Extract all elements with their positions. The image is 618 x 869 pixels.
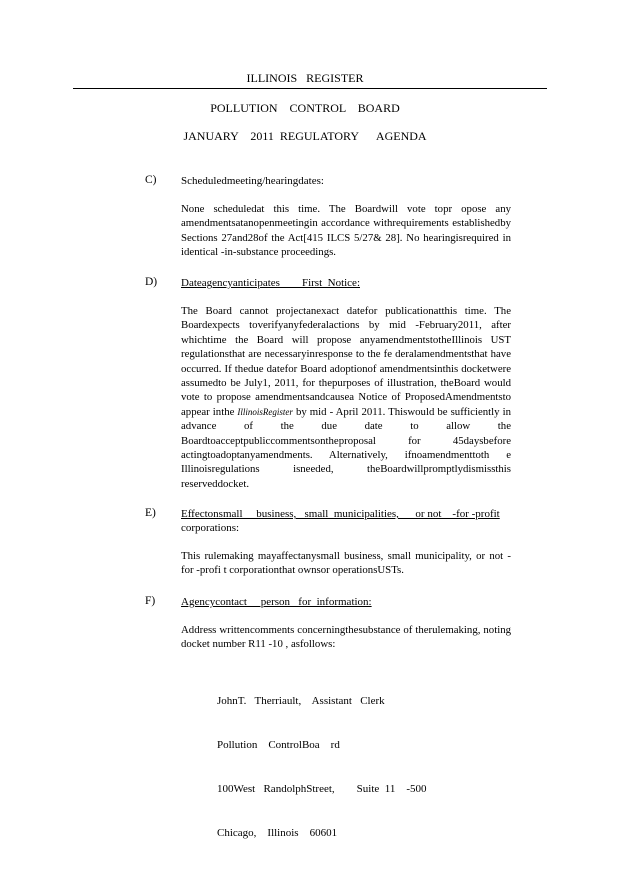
section-d-body-part2: by mid - April 2011. Thiswould be sufficiently in advance of the due date to allow the Boardtoacceptpubliccommentsontheproposal for 45daysbefore actingtoadoptanyamendments. Alternatively, ifnoamendmenttoth e Illinoisregulations isneeded, theBoardwillpromptlydismissthis reserveddocket. — [181, 405, 511, 490]
section-f-heading: Agencycontact person for information: — [181, 596, 372, 608]
address-line: 100West RandolphStreet, Suite 11 -500 — [217, 782, 427, 795]
section-e-heading-line1: Effectonsmall business, small municipalities, or not -for -profit — [181, 508, 500, 520]
agenda-title: JANUARY 2011 REGULATORY AGENDA — [183, 129, 427, 143]
address-line: JohnT. Therriault, Assistant Clerk — [217, 695, 385, 708]
section-d-heading: Dateagencyanticipates First Notice: — [181, 277, 360, 289]
board-title: POLLUTION CONTROL BOARD — [210, 101, 400, 115]
contact-address — [217, 665, 427, 869]
address-line: Chicago, Illinois 60601 — [217, 826, 338, 839]
section-d-label: D) — [145, 276, 158, 288]
section-f-label: F) — [145, 595, 156, 607]
address-line: Pollution ControlBoa rd — [217, 738, 340, 751]
section-c-heading: Scheduledmeeting/hearingdates: — [181, 175, 324, 187]
illinois-register-title: IllinoisRegister — [237, 406, 293, 417]
section-e-body: This rulemaking mayaffectanysmall business, small municipality, or not -for -profi t corporationthat ownsor operationsUSTs. — [181, 550, 511, 577]
section-c-body: None scheduledat this time. The Boardwill vote topr opose any amendmentsatanopenmeetingin accordance withrequirements establishedby Sections 27and28of the Act[415 ILCS 5/27& 28]. No hearingisrequired in identical -in-substance proceedings. — [181, 203, 511, 259]
section-f-body: Address writtencomments concerningthesubstance of therulemaking, noting docket number R11 -10 , asfollows: — [181, 624, 511, 651]
section-c-label: C) — [145, 174, 157, 186]
section-e-label: E) — [145, 507, 156, 519]
register-title: ILLINOIS REGISTER — [246, 71, 364, 85]
section-e-heading-line2: corporations: — [181, 522, 240, 534]
section-e-heading — [181, 507, 500, 535]
header-rule — [73, 88, 547, 89]
section-d-body — [181, 304, 511, 491]
section-d-body-part1: The Board cannot projectanexact datefor publicationatthis time. The Boardexpects toverifyanyfederalactions by mid -February2011, after whichtime the Board will propose anyamendmentstotheIllinois UST regulationsthat are necessaryinresponse to the fe deralamendmentsthat have occurred. If thedue datefor Board adoptionof amendmentsinthis docketwere assumedto be July1, 2011, for thepurposes of illustration, theBoard would vote to propose amendmentsandcausea Notice of ProposedAmendmentsto appear inthe — [181, 305, 511, 418]
